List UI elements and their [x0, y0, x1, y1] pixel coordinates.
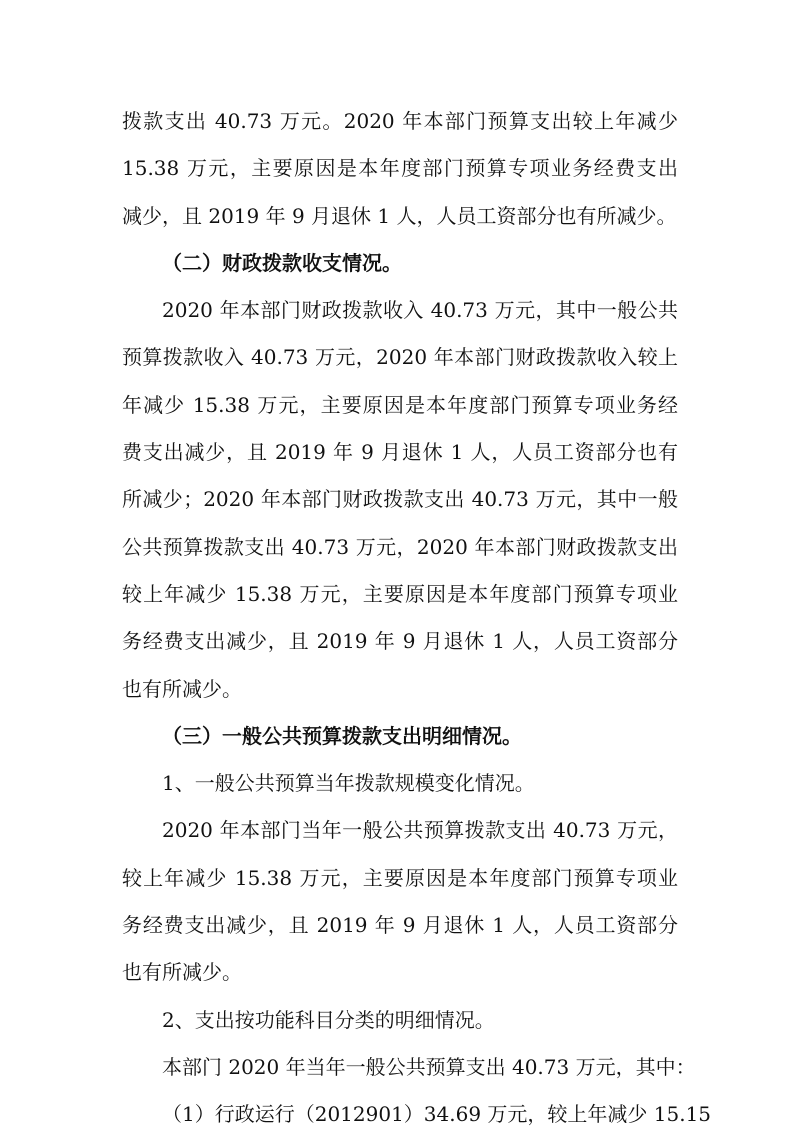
body-text-line: 务经费支出减少，且 2019 年 9 月退休 1 人，人员工资部分 — [122, 629, 678, 654]
body-text-line: 预算拨款收入 40.73 万元，2020 年本部门财政拨款收入较上 — [122, 345, 678, 370]
subsection-heading: 1、一般公共预算当年拨款规模变化情况。 — [162, 771, 535, 796]
section-heading: （二）财政拨款收支情况。 — [162, 250, 402, 275]
body-text-line: 拨款支出 40.73 万元。2020 年本部门预算支出较上年减少 — [122, 109, 678, 133]
body-text-line: 2020 年本部门当年一般公共预算拨款支出 40.73 万元， — [162, 818, 678, 843]
document-body — [122, 98, 712, 1139]
body-text-line: 较上年减少 15.38 万元，主要原因是本年度部门预算专项业 — [122, 581, 678, 606]
body-text-line: 减少，且 2019 年 9 月退休 1 人，人员工资部分也有所减少。 — [122, 203, 677, 228]
body-text-line: 也有所减少。 — [122, 676, 242, 701]
body-text-line: 本部门 2020 年当年一般公共预算支出 40.73 万元，其中： — [162, 1054, 696, 1079]
body-text-line: 所减少；2020 年本部门财政拨款支出 40.73 万元，其中一般 — [122, 487, 678, 512]
body-text-line: （1）行政运行（2012901）34.69 万元，较上年减少 15.15 — [162, 1102, 712, 1127]
body-text-line: 也有所减少。 — [122, 960, 242, 985]
subsection-heading: 2、支出按功能科目分类的明细情况。 — [162, 1007, 495, 1032]
body-text-line: 15.38 万元，主要原因是本年度部门预算专项业务经费支出 — [122, 156, 678, 181]
body-text-line: 公共预算拨款支出 40.73 万元，2020 年本部门财政拨款支出 — [122, 534, 678, 559]
section-heading: （三）一般公共预算拨款支出明细情况。 — [162, 723, 522, 748]
body-text-line: 费支出减少，且 2019 年 9 月退休 1 人，人员工资部分也有 — [122, 440, 678, 465]
body-text-line: 务经费支出减少，且 2019 年 9 月退休 1 人，人员工资部分 — [122, 913, 678, 938]
body-text-line: 较上年减少 15.38 万元，主要原因是本年度部门预算专项业 — [122, 865, 678, 890]
body-text-line: 年减少 15.38 万元，主要原因是本年度部门预算专项业务经 — [122, 392, 678, 417]
body-text-line: 2020 年本部门财政拨款收入 40.73 万元，其中一般公共 — [162, 298, 678, 323]
